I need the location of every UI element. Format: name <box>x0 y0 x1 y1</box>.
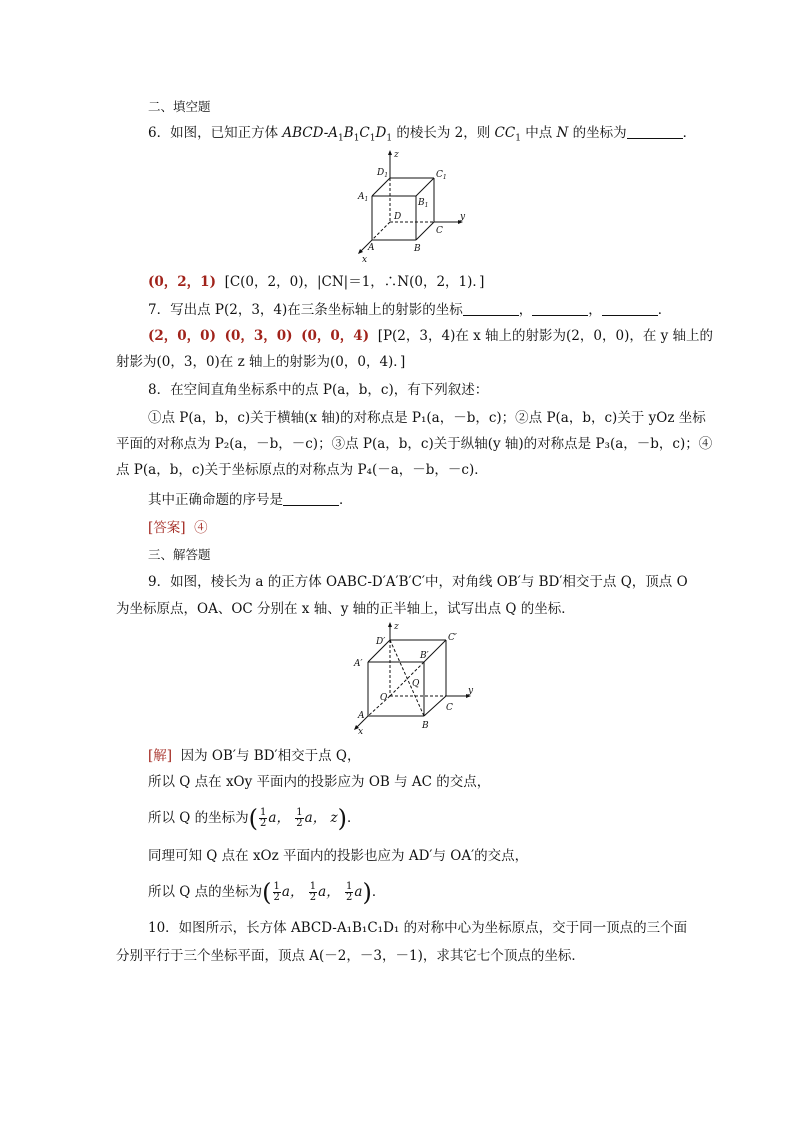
q6-stem: 6．如图，已知正方体 ABCD-$A_1B_1C_1D_1$ 的棱长为 2，则 $CC_1$ 中点 N 的坐标为 ． <box>148 125 697 144</box>
answer-blank[interactable] <box>627 124 683 139</box>
answer-blank[interactable] <box>532 301 588 316</box>
answer-blank[interactable] <box>283 491 339 506</box>
q7-stem: 7．写出点 P(2，3，4)在三条坐标轴上的射影的坐标 ， ， ． <box>148 302 672 318</box>
q6-answer: (0，2，1) <box>148 274 216 290</box>
q9-stem-2: 为坐标原点，OA、OC 分别在 x 轴、y 轴的正半轴上，试写出点 Q 的坐标． <box>116 601 575 617</box>
z-axis-label: z <box>394 150 399 160</box>
vertex-B1: $B_1$ <box>418 198 429 209</box>
q10-stem-1: 10．如图所示，长方体 ABCD-A₁B₁C₁D₁ 的对称中心为坐标原点，交于同一顶点的三个面 <box>148 920 688 936</box>
y-axis-label: y <box>468 686 474 696</box>
answer-blank[interactable] <box>463 301 519 316</box>
vertex-B-prime: B′ <box>420 651 429 661</box>
q9-solution-4: 同理可知 Q 点在 xOz 平面内的投影也应为 AD′与 OA′的交点， <box>148 848 529 864</box>
answer-blank[interactable] <box>602 301 658 316</box>
vertex-D1: $D_1$ <box>377 168 389 179</box>
q6-explanation: [C(0，2，0)，|CN|＝1，∴N(0，2，1)．] <box>224 274 485 290</box>
vertex-D-prime: D′ <box>376 637 386 647</box>
section-title-fill-blank: 二、填空题 <box>148 99 211 114</box>
cube-figure-q9 <box>350 622 485 734</box>
q8-answer: ④ <box>194 520 208 536</box>
q8-statement-2: 平面的对称点为 P₂(a，－b，－c)；③点 P(a，b，c)关于纵轴(y 轴)的对称点是 P₃(a，－b，c)；④ <box>116 436 713 452</box>
origin-O: O <box>380 693 388 703</box>
q8-question: 其中正确命题的序号是 ． <box>148 492 353 508</box>
q9-solution-3: 所以 Q 的坐标为( $\frac{1}{2}$ a， $\frac{1}{2}$ a， z)． <box>148 804 361 833</box>
solution-tag: [解] <box>148 748 173 764</box>
vertex-B: B <box>414 244 421 254</box>
z-axis-label: z <box>394 622 399 632</box>
q8-statement-3: 点 P(a，b，c)关于坐标原点的对称点为 P₄(－a，－b，－c)． <box>116 462 488 478</box>
vertex-B: B <box>422 721 429 731</box>
x-axis-label: x <box>362 255 368 265</box>
vertex-A1: $A_1$ <box>358 192 369 203</box>
section-title-solve: 三、解答题 <box>148 547 211 562</box>
q8-statement-1: ①点 P(a，b，c)关于横轴(x 轴)的对称点是 P₁(a，－b，c)；②点 P(a，b，c)关于 yOz 坐标 <box>148 410 706 426</box>
q7-answer-line: (2，0，0) (0，3，0) (0，0，4) [P(2，3，4)在 x 轴上的射影为(2，0，0)，在 y 轴上的 <box>148 328 714 344</box>
y-axis-label: y <box>460 212 466 222</box>
point-Q: Q <box>412 679 420 689</box>
q9-solution-1: [解] 因为 OB′与 BD′相交于点 Q， <box>148 748 361 764</box>
cube-figure-q6 <box>350 148 480 266</box>
q9-stem-1: 9．如图，棱长为 a 的正方体 OABC-D′A′B′C′中，对角线 OB′与 BD′相交于点 Q，顶点 O <box>148 574 688 590</box>
q8-answer-line <box>148 518 208 538</box>
vertex-A-prime: A′ <box>354 659 363 669</box>
vertex-C-prime: C′ <box>448 633 457 643</box>
vertex-A: A <box>358 711 365 721</box>
q8-stem: 8．在空间直角坐标系中的点 P(a，b，c)，有下列叙述： <box>148 382 489 398</box>
x-axis-label: x <box>358 727 364 734</box>
q7-explanation-cont: 射影为(0，3，0)在 z 轴上的射影为(0，0，4)．] <box>116 354 406 370</box>
vertex-D: D <box>394 212 402 222</box>
vertex-C: C <box>446 703 453 713</box>
q9-solution-5: 所以 Q 点的坐标为( $\frac{1}{2}$ a， $\frac{1}{2}$ a， $\frac{1}{2}$ a)． <box>148 878 386 907</box>
answer-tag: [答案] <box>148 520 186 536</box>
q6-answer-line <box>148 272 484 292</box>
q9-solution-2: 所以 Q 点在 xOy 平面内的投影应为 OB 与 AC 的交点， <box>148 774 491 790</box>
vertex-C1: $C_1$ <box>436 170 447 181</box>
vertex-C: C <box>436 226 443 236</box>
q10-stem-2: 分别平行于三个坐标平面，顶点 A(－2，－3，－1)，求其它七个顶点的坐标． <box>116 948 585 964</box>
vertex-A: A <box>368 243 375 253</box>
